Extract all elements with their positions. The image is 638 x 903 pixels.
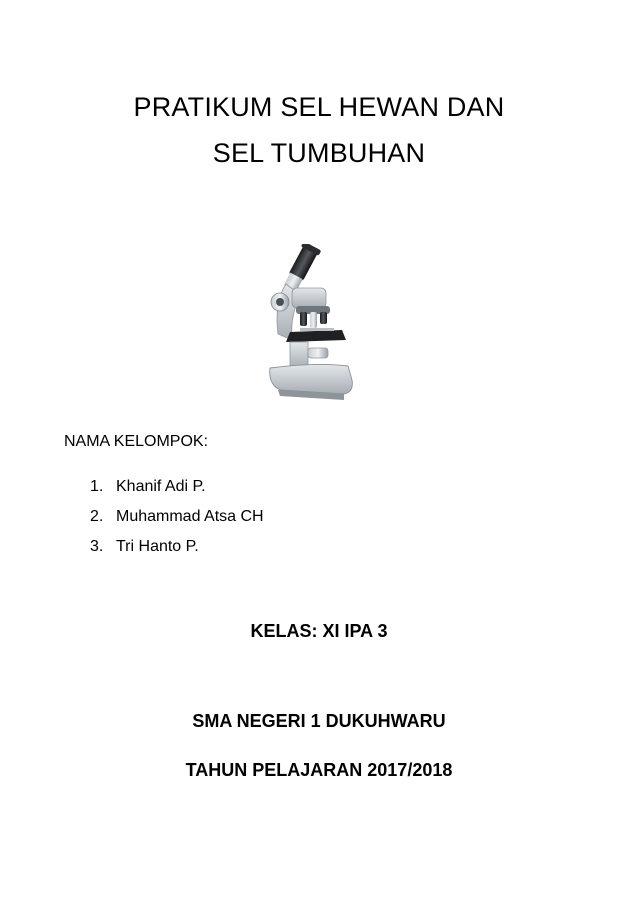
list-item [90, 472, 264, 502]
microscope-icon [256, 244, 360, 402]
member-number: 1. [90, 478, 104, 495]
member-number: 2. [90, 508, 104, 525]
member-name: Muhammad Atsa CH [116, 508, 264, 525]
group-label: NAMA KELOMPOK: [64, 433, 209, 450]
member-number: 3. [90, 538, 104, 555]
member-list [90, 472, 264, 562]
title-line-2: SEL TUMBUHAN [212, 138, 426, 168]
list-item [90, 532, 264, 562]
member-name: Khanif Adi P. [116, 478, 206, 495]
member-name: Tri Hanto P. [116, 538, 199, 555]
academic-year: TAHUN PELAJARAN 2017/2018 [185, 760, 453, 780]
list-item [90, 502, 264, 532]
class-label: KELAS: XI IPA 3 [250, 621, 388, 641]
school-name: SMA NEGERI 1 DUKUHWARU [192, 711, 446, 731]
page-title [0, 84, 638, 176]
title-line-1: PRATIKUM SEL HEWAN DAN [133, 92, 505, 122]
